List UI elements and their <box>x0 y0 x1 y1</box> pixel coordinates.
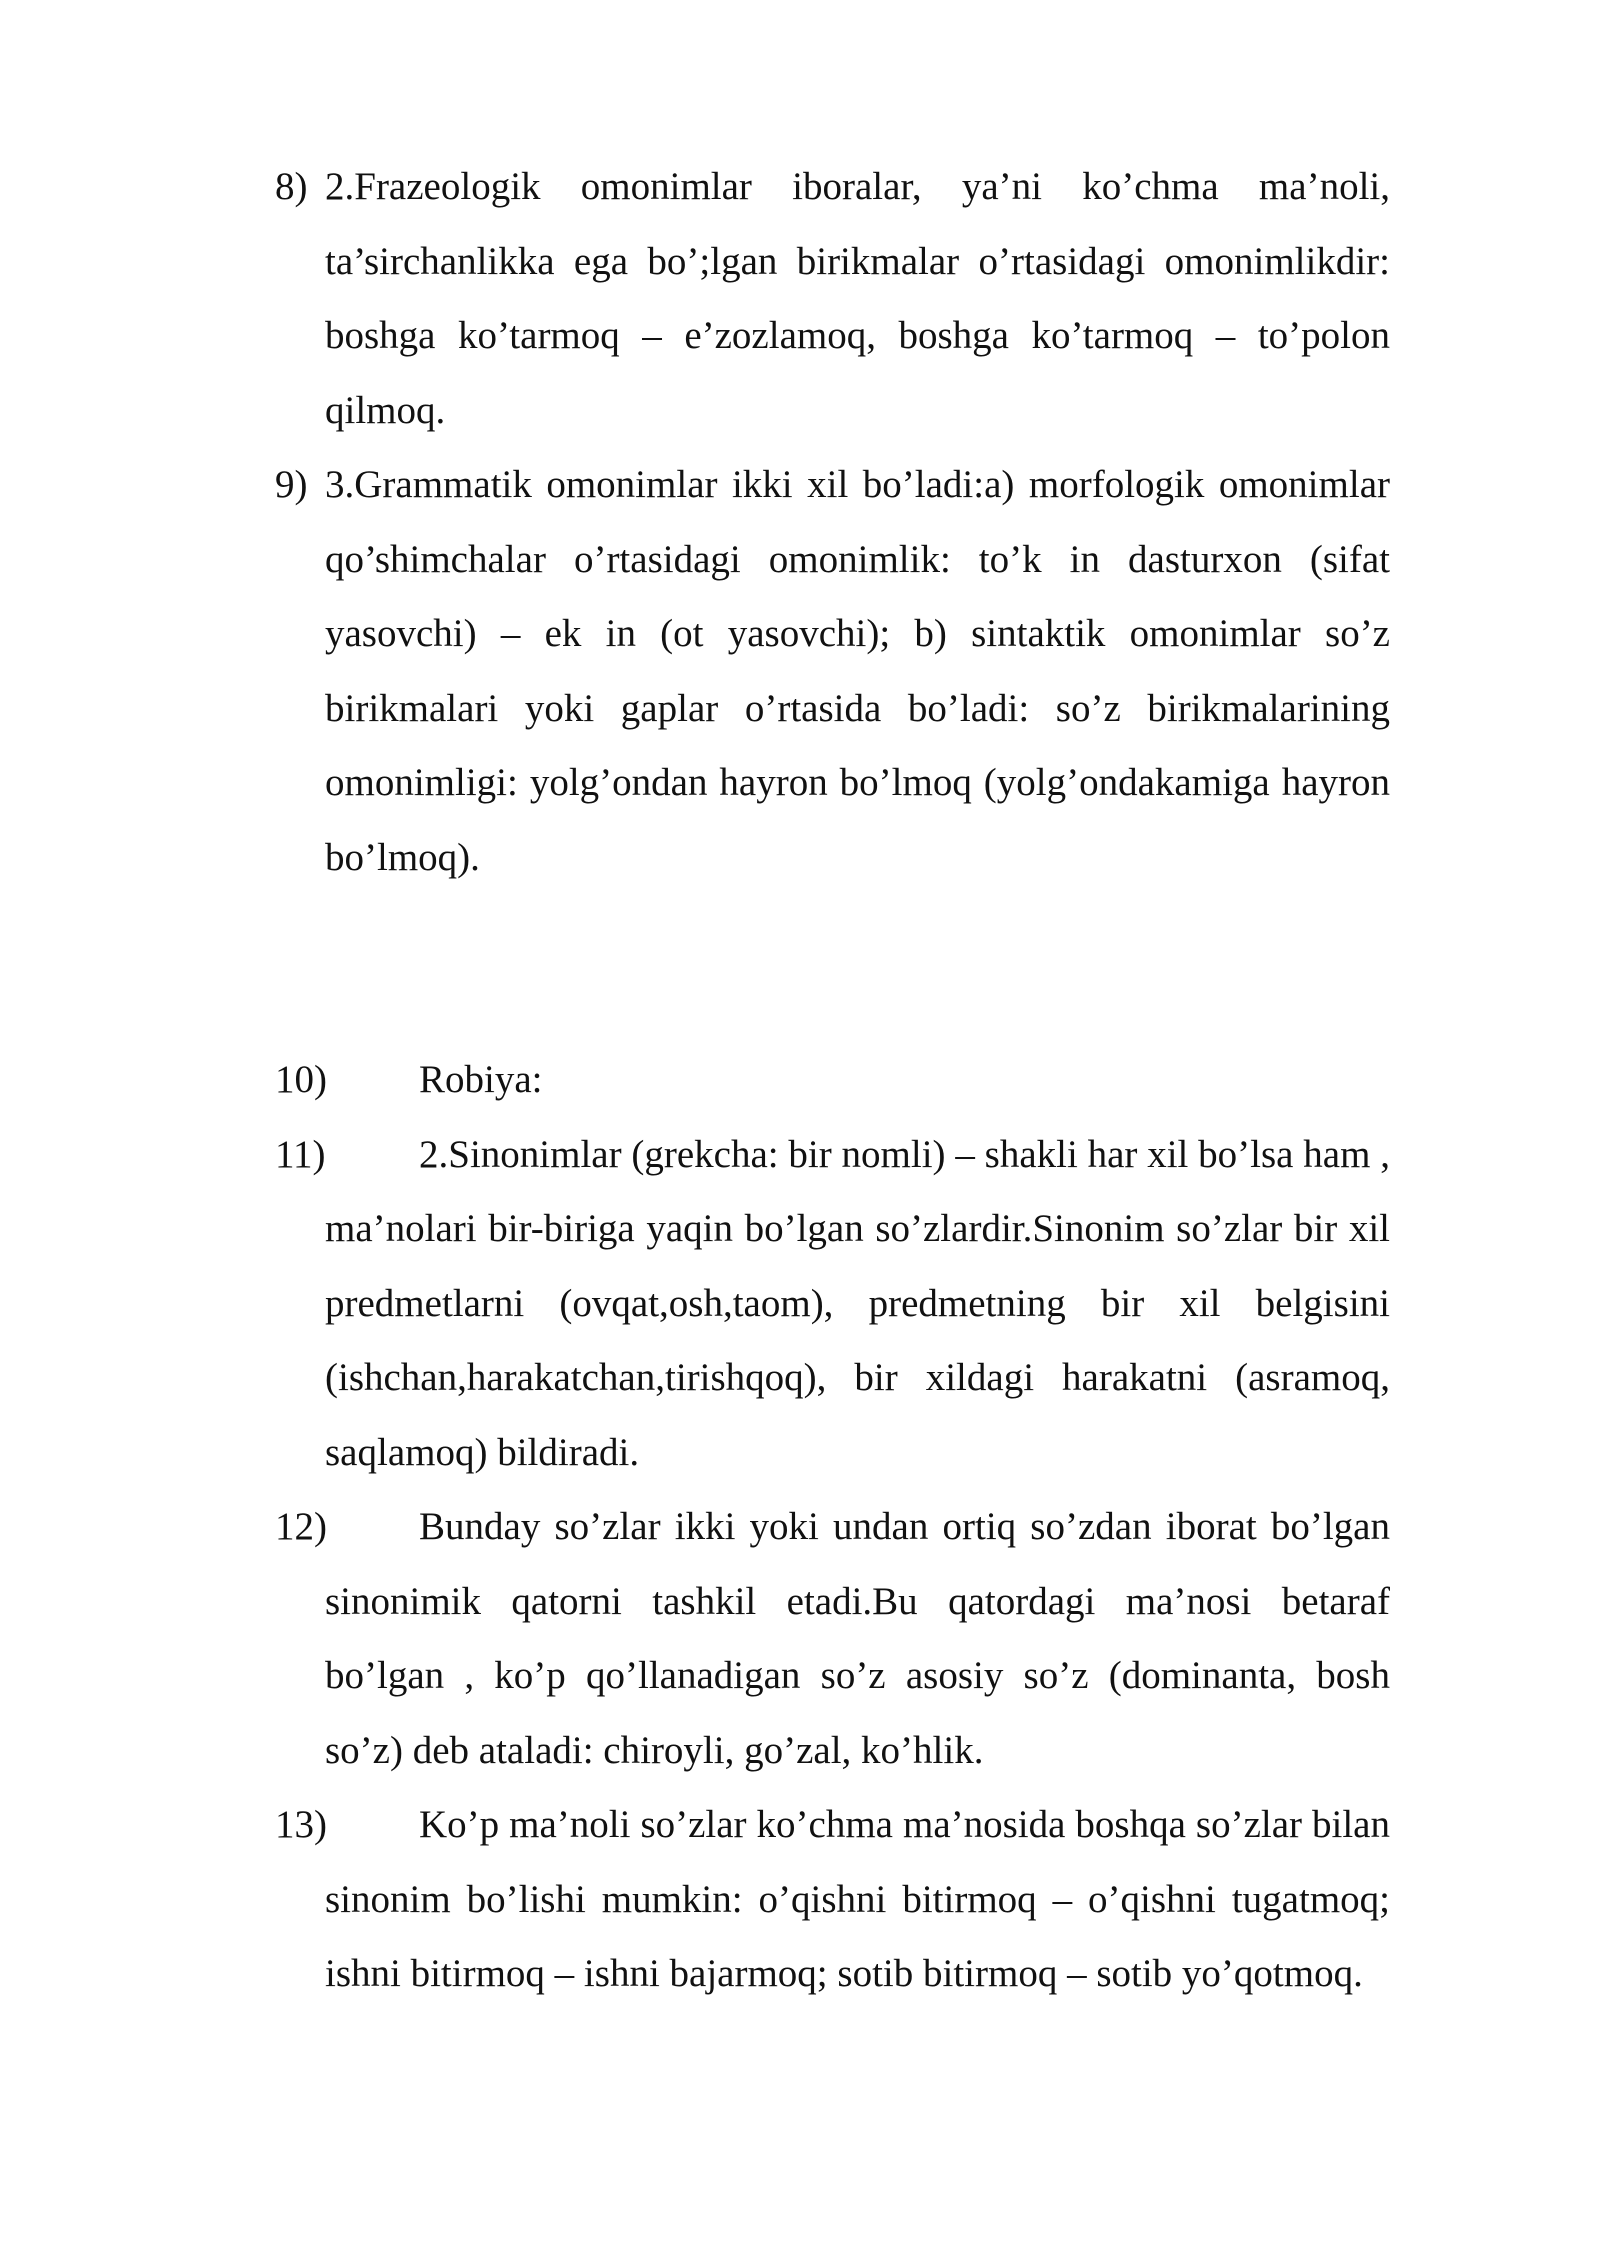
list-item-number: 12) <box>275 1505 327 1548</box>
list-item-number: 8) <box>275 165 308 208</box>
list-item-number: 11) <box>275 1132 326 1176</box>
list-item <box>275 150 1390 448</box>
numbered-list <box>275 150 1390 2012</box>
list-item <box>275 1043 1390 1118</box>
list-item-number: 9) <box>275 463 308 506</box>
list-item-text: Ko’p ma’noli so’zlar ko’chma ma’nosida boshqa so’zlar bilan sinonim bo’lishi mumkin: o’qishni bitirmoq – o’qishni tugatmoq; ishni bitirmoq – ishni bajarmoq; sotib bitirmoq – sotib yo’qotmoq. <box>325 1803 1390 1995</box>
list-item <box>275 448 1390 895</box>
list-item-text: 2.Sinonimlar (grekcha: bir nomli) – shakli har xil bo’lsa ham , ma’nolari bir-biriga yaqin bo’lgan so’zlardir.Sinonim so’zlar bir xil predmetlarni (ovqat,osh,taom), predmetning bir xil belgisini (ishchan,harakatchan,tirishqoq), bir xildagi harakatni (asramoq, saqlamoq) bildiradi. <box>325 1132 1390 1474</box>
list-item-number: 10) <box>275 1058 327 1101</box>
paragraph-gap <box>275 895 1390 1043</box>
list-item-text: 2.Frazeologik omonimlar iboralar, ya’ni ko’chma ma’noli, ta’sirchanlikka ega bo’;lgan birikmalar o’rtasidagi omonimlikdir: boshga ko’tarmoq – e’zozlamoq, boshga ko’tarmoq – to’polon qilmoq. <box>325 165 1390 432</box>
list-item-text: 3.Grammatik omonimlar ikki xil bo’ladi:a) morfologik omonimlar qo’shimchalar o’rtasidagi omonimlik: to’k in dasturxon (sifat yasovchi) – ek in (ot yasovchi); b) sintaktik omonimlar so’z birikmalari yoki gaplar o’rtasida bo’ladi: so’z birikmalarining omonimligi: yolg’ondan hayron bo’lmoq (yolg’ondakamiga hayron bo’lmoq). <box>325 463 1390 879</box>
list-item <box>275 1788 1390 2012</box>
list-item-number: 13) <box>275 1803 327 1846</box>
list-item <box>275 1118 1390 1491</box>
list-item-text: Bunday so’zlar ikki yoki undan ortiq so’zdan iborat bo’lgan sinonimik qatorni tashkil etadi.Bu qatordagi ma’nosi betaraf bo’lgan , ko’p qo’llanadigan so’z asosiy so’z (dominanta, bosh so’z) deb ataladi: chiroyli, go’zal, ko’hlik. <box>325 1505 1390 1772</box>
list-item-text: Robiya: <box>419 1058 543 1101</box>
list-item <box>275 1490 1390 1788</box>
